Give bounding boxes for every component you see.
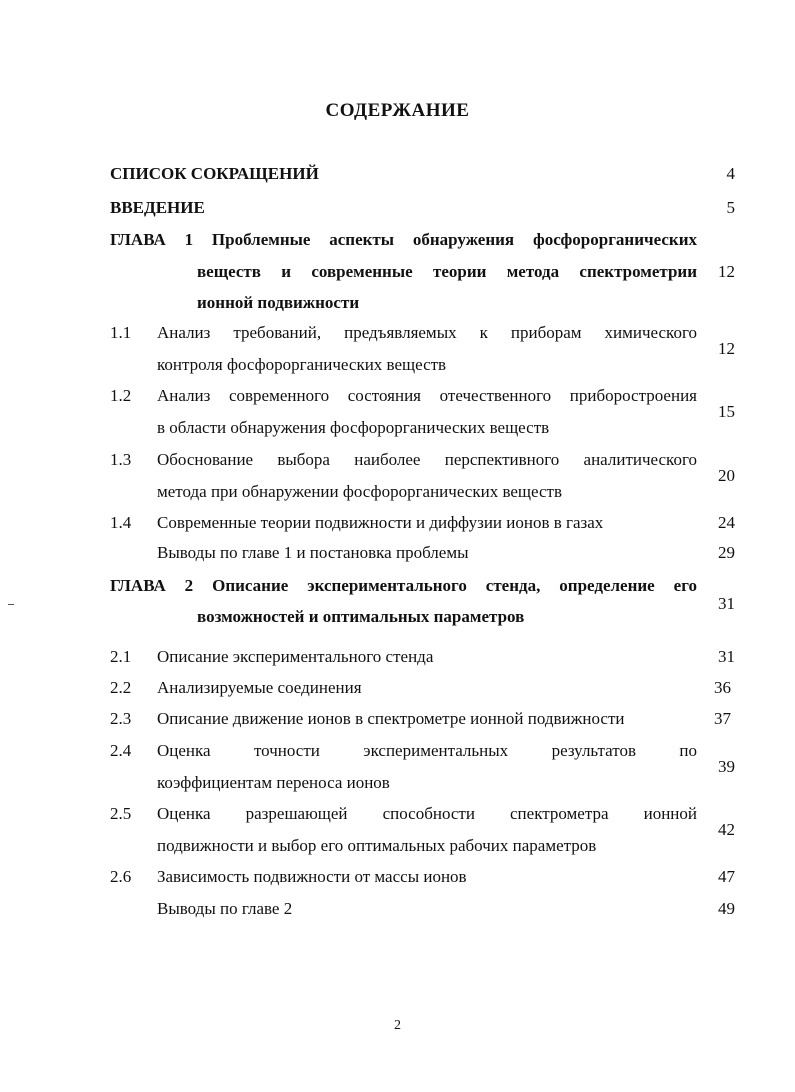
- toc-page-number: 49: [718, 899, 735, 918]
- toc-page-number: 29: [718, 543, 735, 562]
- section-number: 2.5: [110, 804, 132, 823]
- section-number: 1.2: [110, 386, 132, 405]
- toc-page-number: 20: [718, 466, 735, 485]
- section-title-line: Обоснование выбора наиболее перспективного аналитического: [157, 450, 697, 469]
- section-number: 2.4: [110, 741, 132, 760]
- section-title-line: Анализ требований, предъявляемых к приборам химического: [157, 323, 697, 342]
- section-title-line: подвижности и выбор его оптимальных рабочих параметров: [157, 836, 597, 855]
- section-title-line: Описание движение ионов в спектрометре ионной подвижности: [157, 709, 625, 728]
- toc-page-number: 31: [718, 594, 735, 613]
- section-title-line: Оценка разрешающей способности спектрометра ионной: [157, 804, 697, 823]
- toc-page-number: 5: [726, 198, 735, 217]
- chapter-heading-line: веществ и современные теории метода спектрометрии: [197, 262, 697, 281]
- margin-mark: [8, 604, 14, 605]
- section-title-line: метода при обнаружении фосфорорганических веществ: [157, 482, 562, 501]
- toc-page-number: 42: [718, 820, 735, 839]
- page-title: СОДЕРЖАНИЕ: [325, 100, 470, 121]
- toc-page-number: 15: [718, 402, 735, 421]
- chapter-heading-line: ГЛАВА 2 Описание экспериментального стенда, определение его: [110, 576, 697, 595]
- chapter-heading-line: ГЛАВА 1 Проблемные аспекты обнаружения фосфорорганических: [110, 230, 697, 249]
- section-number: 2.2: [110, 678, 132, 697]
- toc-page-number: 12: [718, 339, 735, 358]
- section-title-line: Анализируемые соединения: [157, 678, 362, 697]
- toc-page-number: 24: [718, 513, 735, 532]
- toc-page-number: 39: [718, 757, 735, 776]
- section-title-line: Выводы по главе 1 и постановка проблемы: [157, 543, 469, 562]
- section-title-line: в области обнаружения фосфорорганических веществ: [157, 418, 550, 437]
- section-title-line: Зависимость подвижности от массы ионов: [157, 867, 467, 886]
- section-number: 1.3: [110, 450, 132, 469]
- toc-page-number: 12: [718, 262, 735, 281]
- section-title-line: Анализ современного состояния отечественного приборостроения: [157, 386, 697, 405]
- chapter-heading-line: ионной подвижности: [197, 293, 360, 312]
- toc-entry-label: СПИСОК СОКРАЩЕНИЙ: [110, 164, 319, 183]
- toc-entry-label: ВВЕДЕНИЕ: [110, 198, 205, 217]
- section-number: 1.1: [110, 323, 132, 342]
- section-title-line: Выводы по главе 2: [157, 899, 293, 918]
- toc-page-number: 37: [714, 709, 731, 728]
- section-title-line: Описание экспериментального стенда: [157, 647, 434, 666]
- toc-page-number: 36: [714, 678, 731, 697]
- section-title-line: Современные теории подвижности и диффузии ионов в газах: [157, 513, 604, 532]
- section-number: 2.1: [110, 647, 132, 666]
- toc-page-number: 4: [726, 164, 735, 183]
- chapter-heading-line: возможностей и оптимальных параметров: [197, 607, 525, 626]
- section-title-line: Оценка точности экспериментальных результатов по: [157, 741, 697, 760]
- section-number: 2.3: [110, 709, 132, 728]
- section-number: 2.6: [110, 867, 132, 886]
- toc-page-number: 31: [718, 647, 735, 666]
- page-number-footer: 2: [394, 1018, 401, 1033]
- section-title-line: контроля фосфорорганических веществ: [157, 355, 447, 374]
- toc-page-number: 47: [718, 867, 735, 886]
- section-title-line: коэффициентам переноса ионов: [157, 773, 390, 792]
- section-number: 1.4: [110, 513, 132, 532]
